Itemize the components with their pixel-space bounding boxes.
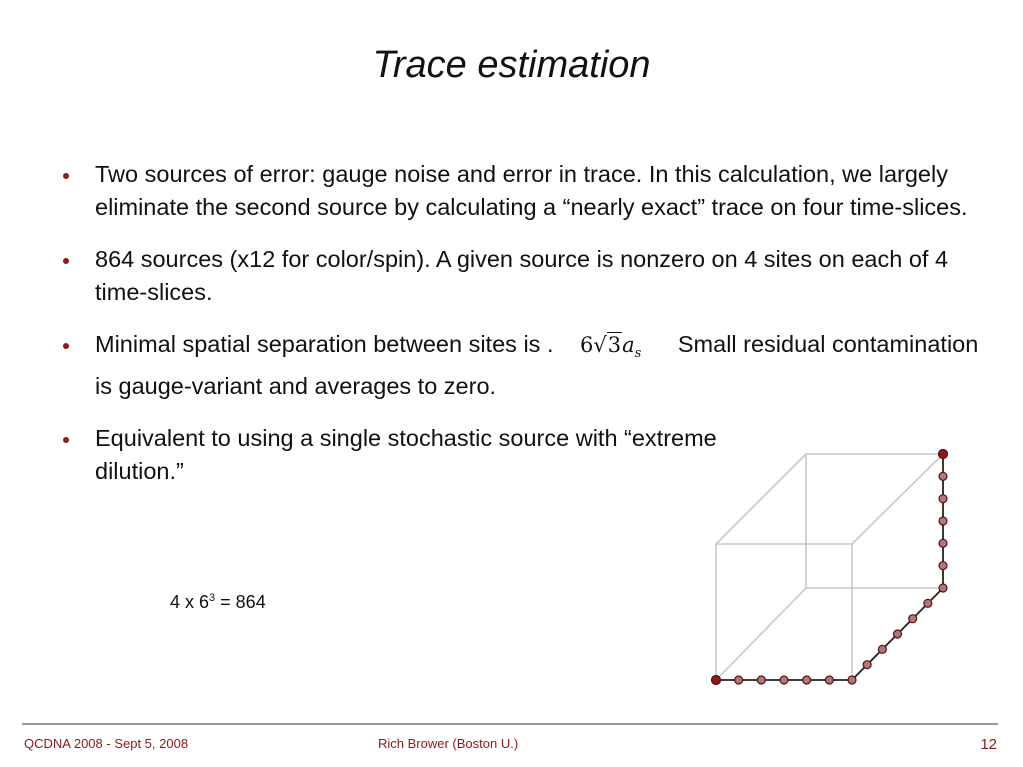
- footer-rule: [22, 723, 998, 725]
- bullet-text: Two sources of error: gauge noise and error in trace. In this calculation, we largely eliminate the second source by calculating a “nearly exact” trace on four time-slices.: [95, 161, 968, 220]
- lattice-site-marker: [803, 676, 811, 684]
- lattice-site-marker: [848, 676, 856, 684]
- bullet-item: [60, 422, 735, 488]
- lattice-site-marker: [735, 676, 743, 684]
- formula-result: = 864: [215, 592, 266, 612]
- lattice-site-marker: [909, 615, 917, 623]
- lattice-site-marker: [939, 539, 947, 547]
- lattice-site-marker: [863, 661, 871, 669]
- lattice-site-marker: [939, 562, 947, 570]
- lattice-site-marker: [780, 676, 788, 684]
- sqrt-symbol: √3: [593, 333, 622, 357]
- lattice-cube-diagram: [700, 440, 960, 695]
- lattice-site-marker: [825, 676, 833, 684]
- lattice-site-marker: [757, 676, 765, 684]
- page-number: 12: [980, 736, 997, 753]
- formula-exponent: 3: [209, 592, 216, 604]
- bullet-item: [60, 158, 990, 224]
- lattice-site-marker: [894, 630, 902, 638]
- bullet-dot-icon: [63, 173, 69, 179]
- formula-base: 4 x 6: [170, 592, 210, 612]
- source-count-formula: [170, 592, 266, 613]
- math-subscript: s: [634, 346, 642, 362]
- bullet-item: [60, 243, 990, 309]
- bullet-text: 864 sources (x12 for color/spin). A given source is nonzero on 4 sites on each of 4 time-slices.: [95, 246, 949, 305]
- bullet-dot-icon: [63, 258, 69, 264]
- bullet-text: Equivalent to using a single stochastic source with “extreme dilution.”: [95, 425, 717, 485]
- source-endpoint-marker: [712, 676, 721, 685]
- lattice-site-marker: [939, 517, 947, 525]
- math-radicand: 3: [607, 333, 622, 357]
- footer-author: Rich Brower (Boston U.): [378, 736, 519, 751]
- lattice-site-marker: [878, 645, 886, 653]
- math-coefficient: 6: [580, 333, 594, 357]
- lattice-site-marker: [939, 472, 947, 480]
- cube-edge: [852, 454, 943, 544]
- bullet-item: [60, 328, 990, 403]
- bullet-text-after: Small residual contamination is gauge-variant and averages to zero.: [95, 331, 979, 400]
- footer-conference: QCDNA 2008 - Sept 5, 2008: [24, 736, 189, 751]
- bullet-text-before: Minimal spatial separation between sites is .: [95, 331, 554, 357]
- bullet-dot-icon: [63, 437, 69, 443]
- lattice-site-marker: [939, 495, 947, 503]
- math-variable: a: [622, 333, 635, 357]
- bullet-dot-icon: [63, 343, 69, 349]
- math-expression: [580, 329, 641, 370]
- lattice-site-marker: [924, 599, 932, 607]
- cube-edge: [716, 454, 806, 544]
- cube-edge: [716, 588, 806, 680]
- lattice-site-marker: [939, 584, 947, 592]
- source-endpoint-marker: [939, 450, 948, 459]
- slide-title: Trace estimation: [372, 44, 651, 86]
- cube-edges: [716, 454, 943, 680]
